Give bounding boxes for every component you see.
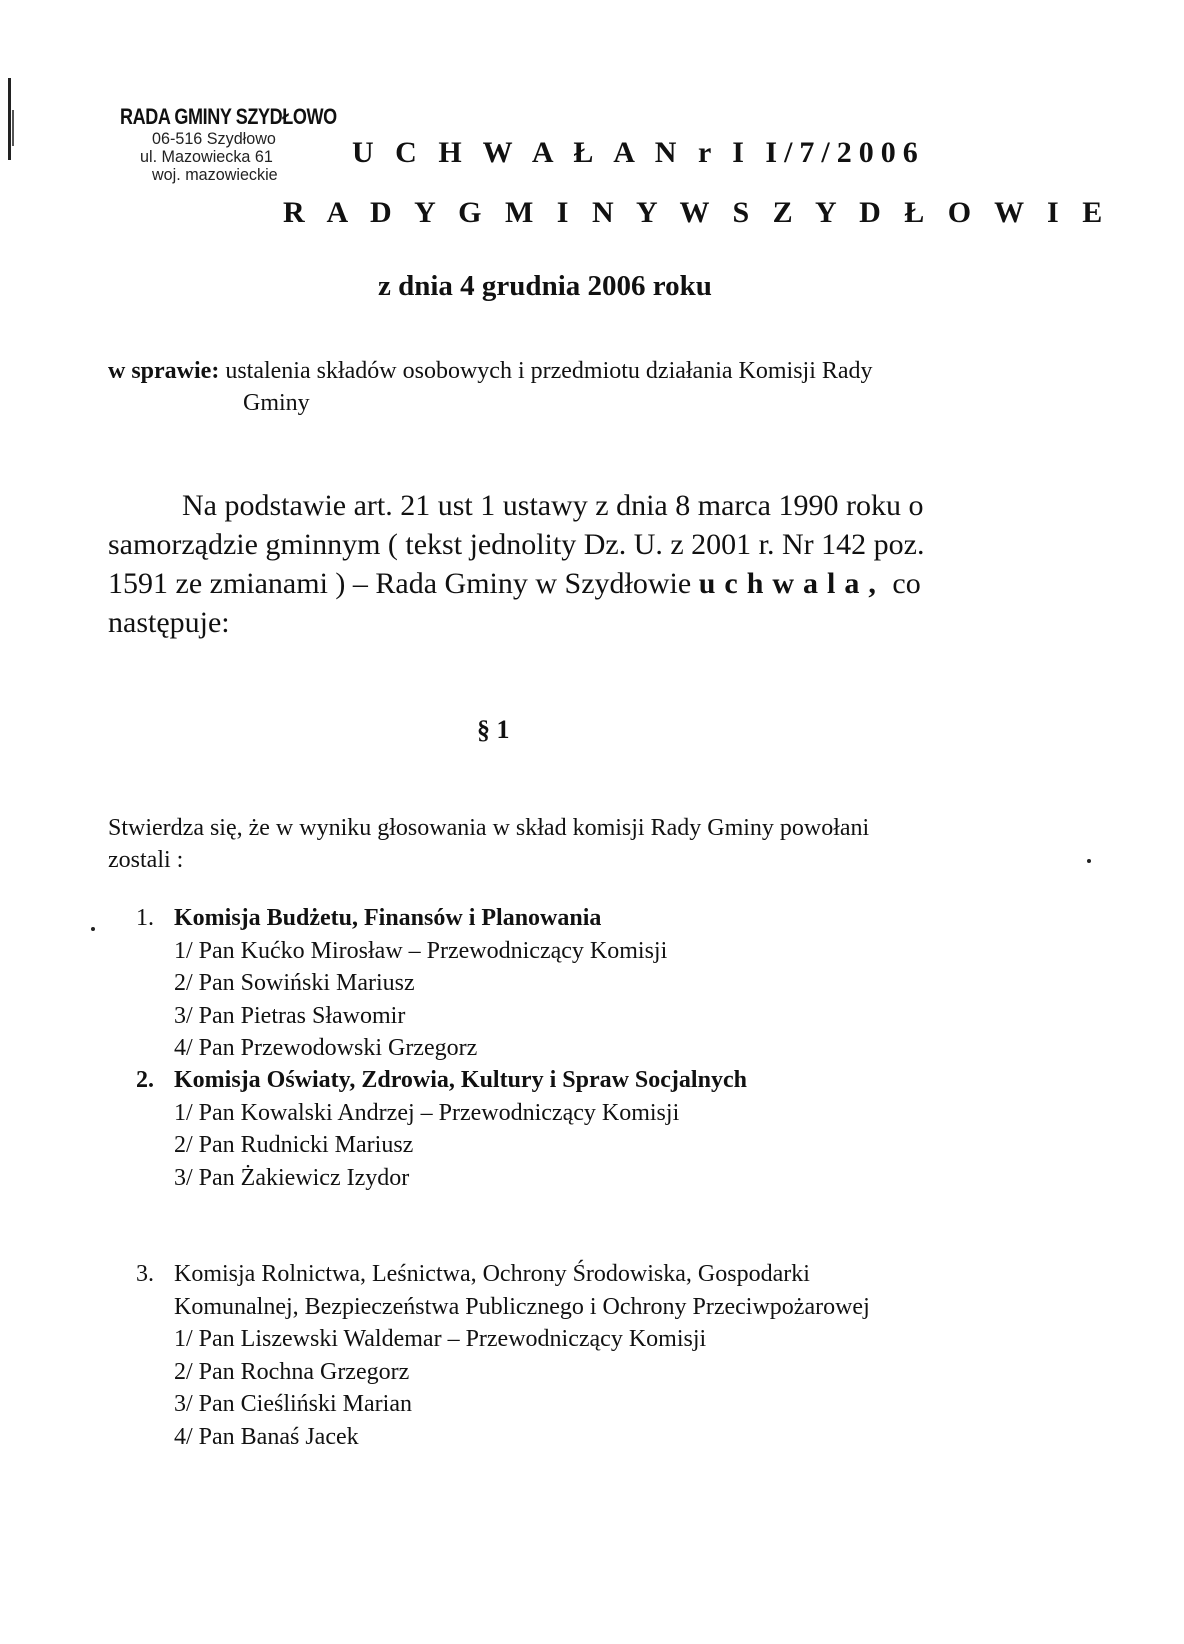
stamp-street-line: ul. Mazowiecka 61: [140, 147, 273, 166]
legal-basis-line: samorządzie gminnym ( tekst jednolity Dz. U. z 2001 r. Nr 142 poz.: [108, 528, 925, 561]
commission-1: [136, 902, 667, 1065]
commission-2: [136, 1064, 747, 1194]
scan-speck: [91, 927, 95, 931]
stamp-region-line: woj. mazowieckie: [152, 165, 278, 184]
subject-text: ustalenia składów osobowych i przedmiotu działania Komisji Rady: [219, 358, 873, 384]
commission-name: Komisja Budżetu, Finansów i Planowania: [174, 905, 602, 931]
member-item: 3/ Pan Cieśliński Marian: [174, 1391, 412, 1417]
commission-number: 1.: [136, 905, 154, 931]
stamp-postal-line: 06-516 Szydłowo: [152, 129, 276, 148]
member-item: 2/ Pan Rudnicki Mariusz: [174, 1132, 414, 1158]
resolution-date: z dnia 4 grudnia 2006 roku: [378, 270, 712, 302]
legal-basis-line: [108, 564, 1048, 603]
legal-basis-text: 1591 ze zmianami ) – Rada Gminy w Szydłowie: [108, 567, 699, 600]
member-item: 1/ Pan Kowalski Andrzej – Przewodniczący Komisji: [174, 1099, 680, 1126]
intro-text: [108, 812, 1028, 876]
commission-name: Komisja Oświaty, Zdrowia, Kultury i Spraw Socjalnych: [174, 1067, 747, 1093]
legal-basis: [108, 486, 1048, 642]
scan-edge-mark: [8, 78, 11, 160]
member-item: 2/ Pan Sowiński Mariusz: [174, 970, 415, 996]
commission-name: Komisja Rolnictwa, Leśnictwa, Ochrony Środowiska, Gospodarki: [174, 1261, 810, 1287]
member-item: 3/ Pan Pietras Sławomir: [174, 1002, 406, 1029]
commission-number: 2.: [136, 1067, 154, 1093]
resolution-issuer: R A D Y G M I N Y W S Z Y D Ł O W I E: [283, 196, 1111, 229]
section-heading: § 1: [477, 715, 510, 744]
commission-3: [136, 1258, 870, 1453]
scan-edge-mark: [12, 110, 14, 146]
resolution-title: U C H W A Ł A N r I I/7/2006: [352, 136, 925, 169]
commission-number: 3.: [136, 1261, 154, 1287]
member-item: 2/ Pan Rochna Grzegorz: [174, 1358, 410, 1385]
scan-speck: [1087, 859, 1091, 863]
intro-line: Stwierdza się, że w wyniku głosowania w skład komisji Rady Gminy powołani: [108, 815, 870, 841]
member-item: 4/ Pan Przewodowski Grzegorz: [174, 1035, 478, 1061]
legal-basis-line: następuje:: [108, 606, 230, 639]
subject-label: w sprawie:: [108, 358, 220, 384]
member-item: 4/ Pan Banaś Jacek: [174, 1423, 359, 1450]
member-item: 1/ Pan Kućko Mirosław – Przewodniczący Komisji: [174, 937, 668, 964]
intro-line: zostali :: [108, 847, 184, 873]
legal-basis-line: Na podstawie art. 21 ust 1 ustawy z dnia 8 marca 1990 roku o: [182, 489, 924, 522]
member-item: 1/ Pan Liszewski Waldemar – Przewodniczący Komisji: [174, 1326, 707, 1352]
stamp-council-name: RADA GMINY SZYDŁOWO: [120, 104, 337, 129]
subject-line: [108, 358, 873, 385]
legal-basis-resolves: uchwala,: [698, 567, 885, 600]
commission-name-continuation: Komunalnej, Bezpieczeństwa Publicznego i Ochrony Przeciwpożarowej: [174, 1293, 870, 1320]
member-item: 3/ Pan Żakiewicz Izydor: [174, 1164, 410, 1191]
subject-continuation: Gminy: [243, 390, 310, 416]
legal-basis-text: co: [884, 567, 921, 600]
